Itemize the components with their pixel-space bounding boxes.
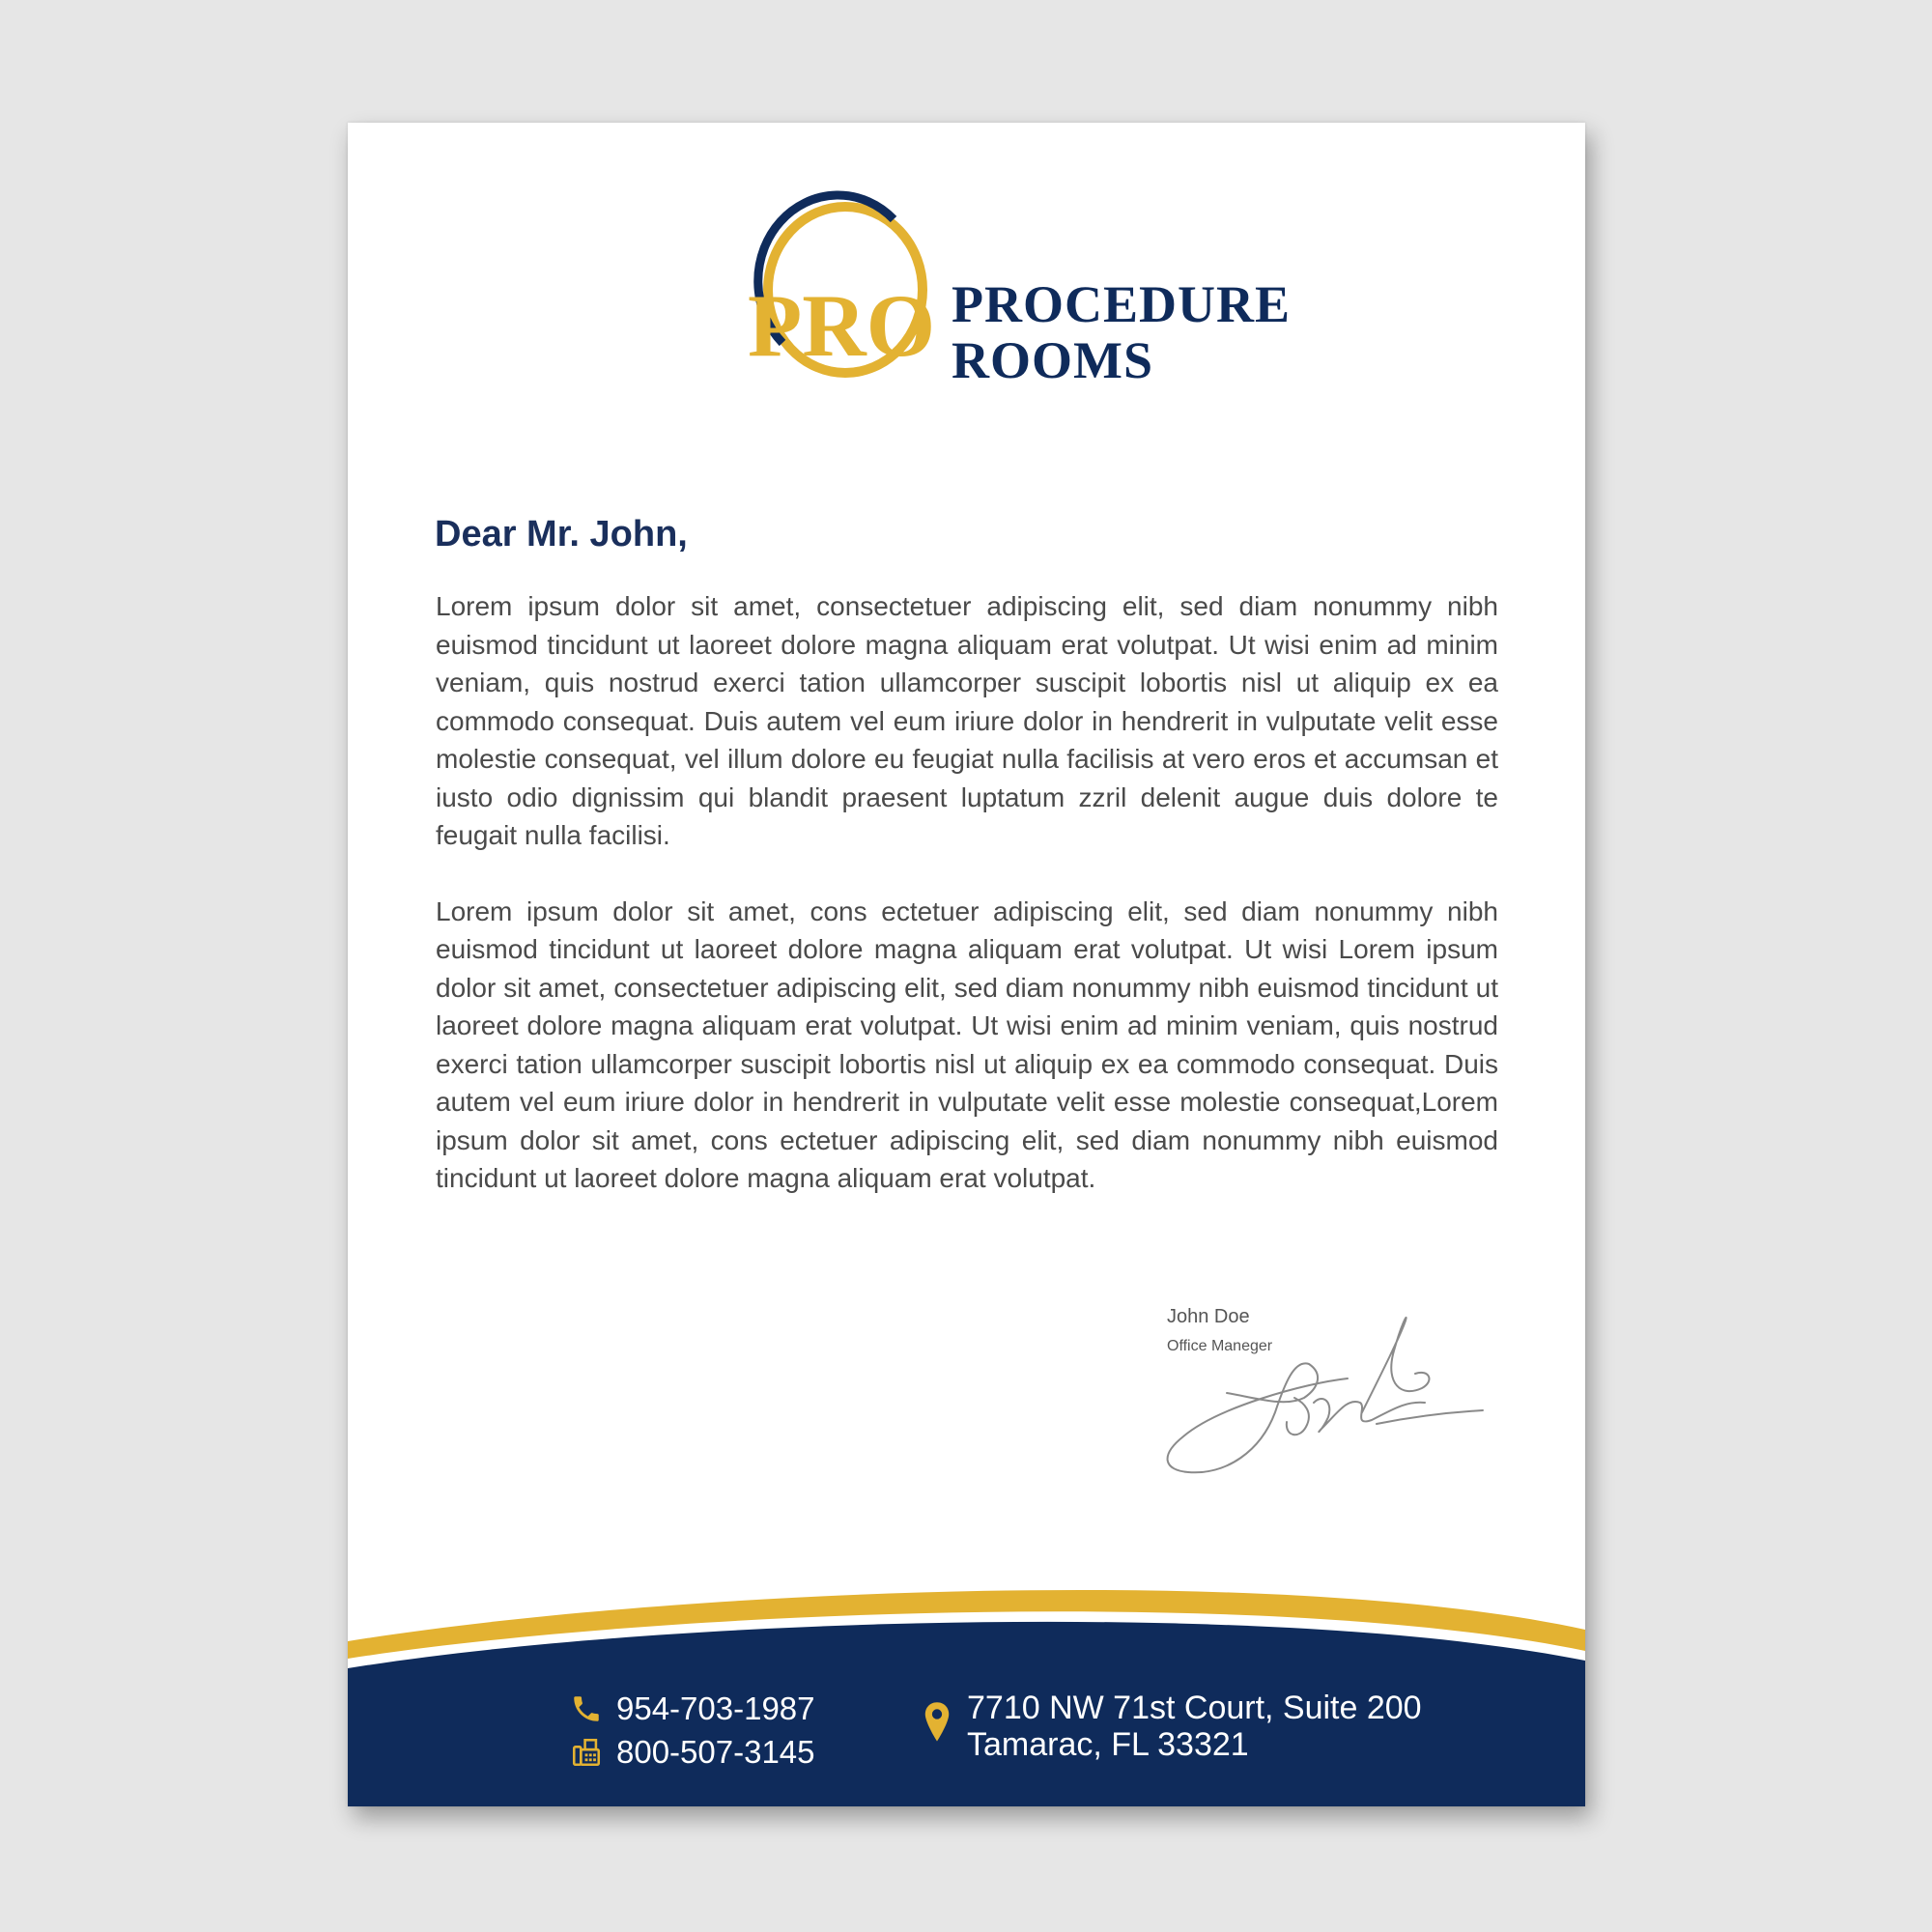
location-pin-icon [923, 1701, 952, 1744]
letter-paragraph: Lorem ipsum dolor sit amet, cons ectetuer adipiscing elit, sed diam nonummy nibh euismod tincidunt ut laoreet dolore magna aliquam erat volutpat. Ut wisi Lorem ipsum dolor sit amet, consectetuer adipiscing elit, sed diam nonummy nibh euismod tincidunt ut laoreet dolore magna aliquam erat volutpat. Ut wisi enim ad minim veniam, quis nostrud exerci tation ullamcorper suscipit lobortis nisl ut aliquip ex ea commodo consequat. Duis autem vel eum iriure dolor in hendrerit in vulputate velit esse molestie consequat,Lorem ipsum dolor sit amet, cons ectetuer adipiscing elit, sed diam nonummy nibh euismod tincidunt ut laoreet dolore magna aliquam erat volutpat. [436, 895, 1498, 1193]
logo-pro-text: PRO [748, 276, 936, 375]
footer-fax [570, 1734, 815, 1771]
phone-icon [570, 1692, 603, 1725]
address-line-2: Tamarac, FL 33321 [967, 1726, 1249, 1763]
letter-body [436, 587, 1498, 1236]
logo-name-line1: PROCEDURE [952, 275, 1292, 333]
signer-title: Office Maneger [1167, 1338, 1273, 1354]
letter-paragraph: Lorem ipsum dolor sit amet, consectetuer adipiscing elit, sed diam nonummy nibh euismod tincidunt ut laoreet dolore magna aliquam erat volutpat. Ut wisi enim ad minim veniam, quis nostrud exerci tation ullamcorper suscipit lobortis nisl ut aliquip ex ea commodo consequat. Duis autem vel eum iriure dolor in hendrerit in vulputate velit esse molestie consequat, vel illum dolore eu feugiat nulla facilisis at vero eros et accumsan et iusto odio dignissim qui blandit praesent luptatum zzril delenit augue duis dolore te feugait nulla facilisi. [436, 591, 1498, 850]
logo-name-line2: ROOMS [952, 331, 1154, 389]
company-logo [638, 198, 1292, 391]
fax-number: 800-507-3145 [616, 1734, 815, 1770]
address-line-1: 7710 NW 71st Court, Suite 200 [967, 1690, 1422, 1726]
letterhead-page [348, 123, 1585, 1806]
footer-phone [570, 1690, 815, 1727]
footer-address [923, 1690, 1422, 1763]
letter-greeting: Dear Mr. John, [435, 514, 688, 554]
phone-number: 954-703-1987 [616, 1690, 815, 1726]
fax-icon [570, 1736, 603, 1769]
signer-name: John Doe [1167, 1306, 1250, 1327]
handwritten-signature [1140, 1306, 1488, 1475]
